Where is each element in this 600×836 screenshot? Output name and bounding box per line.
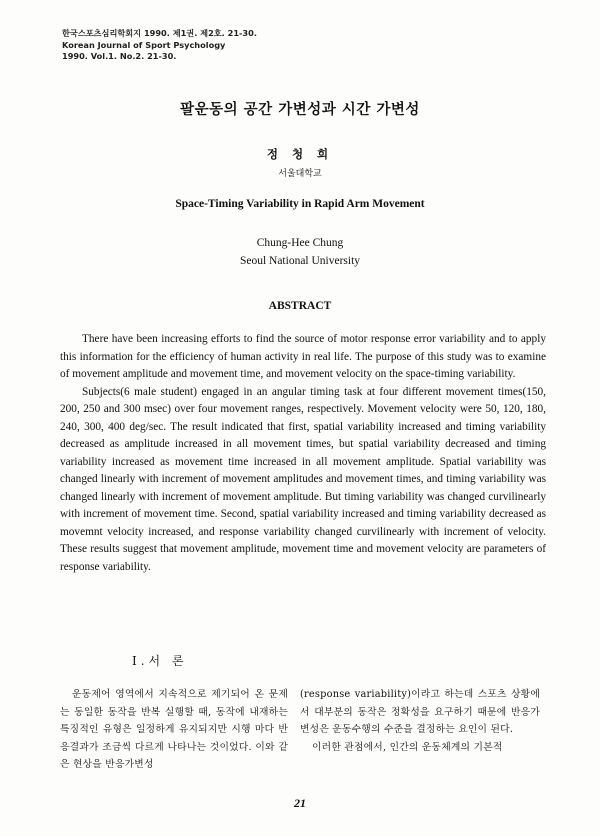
korean-affiliation: 서울대학교: [278, 169, 322, 179]
english-author: Chung-Hee Chung: [256, 237, 344, 249]
left-column: [60, 686, 288, 774]
journal-header-english: Korean Journal of Sport Psychology: [62, 39, 226, 50]
english-title: Space-Timing Variability in Rapid Arm Movement: [175, 198, 425, 210]
korean-title: 팔운동의 공간 가변성과 시간 가변성: [180, 101, 420, 118]
section-heading-introduction: Ⅰ.서 론: [132, 654, 188, 668]
journal-header-volume: 1990. Vol.1. No.2. 21-30.: [62, 51, 177, 61]
right-column-paragraph-1: (response variability)이라고 하는데 스포츠 상황에서 대부분의 동작은 정확성을 요구하기 때문에 반응가변성은 운동수행의 수준을 결정하는 요인이 된다.: [300, 689, 540, 736]
abstract-paragraph-2: Subjects(6 male student) engaged in an angular timing task at four different movement times(150, 200, 250 and 300 msec) over four movement ranges, respectively. Movement velocity were 50, 120, 180, 240, 300, 400 deg/sec. The result indicated that first, spatial variability increased and timing variability decreased as amplitude increased in all movement times, but spatial variability decreased and timing variability increased as movement time increased in all movement amplitude. Spatial variability was changed linearly with increment of movement amplitudes and movement times, and timing variability was changed linearly with increment of movement amplitude. But timing variability was changed curvilinearly with increment of movement time. Second, spatial variability increased and timing variability decreased as movemnt velocity increased, and response variability changed curvilinearly with increment of velocity. These results suggest that movement amplitude, movement time and movement velocity are parameters of response variability.: [60, 385, 546, 573]
abstract-heading: ABSTRACT: [268, 300, 332, 312]
abstract-paragraph-1: There have been increasing efforts to find the source of motor response error variability and to apply this information for the efficiency of human activity in real life. The purpose of this study was to examine of movement amplitude and movement time, and movement velocity on the space-timing variability.: [60, 333, 546, 380]
right-column-paragraph-2: 이러한 관점에서, 인간의 운동체계의 기본적: [312, 741, 503, 753]
english-affiliation: Seoul National University: [239, 255, 361, 267]
journal-header: [62, 28, 257, 63]
english-author-block: [0, 234, 600, 270]
abstract-body: [60, 331, 546, 576]
right-column: [300, 686, 540, 756]
korean-author: 정 청 희: [266, 147, 334, 161]
journal-header-korean: 한국스포츠심리학회지 1990. 제1권. 제2호. 21-30.: [62, 28, 257, 38]
left-column-paragraph: 운동제어 영역에서 지속적으로 제기되어 온 문제는 동일한 동작을 반복 실행할 때, 동작에 내재하는 특징적인 유형은 일정하게 유지되지만 시행 마다 반응결과가 조금씩 다르게 나타나는 것이었다. 이와 같은 현상을 반응가변성: [60, 689, 288, 771]
page-number: 21: [294, 796, 306, 810]
